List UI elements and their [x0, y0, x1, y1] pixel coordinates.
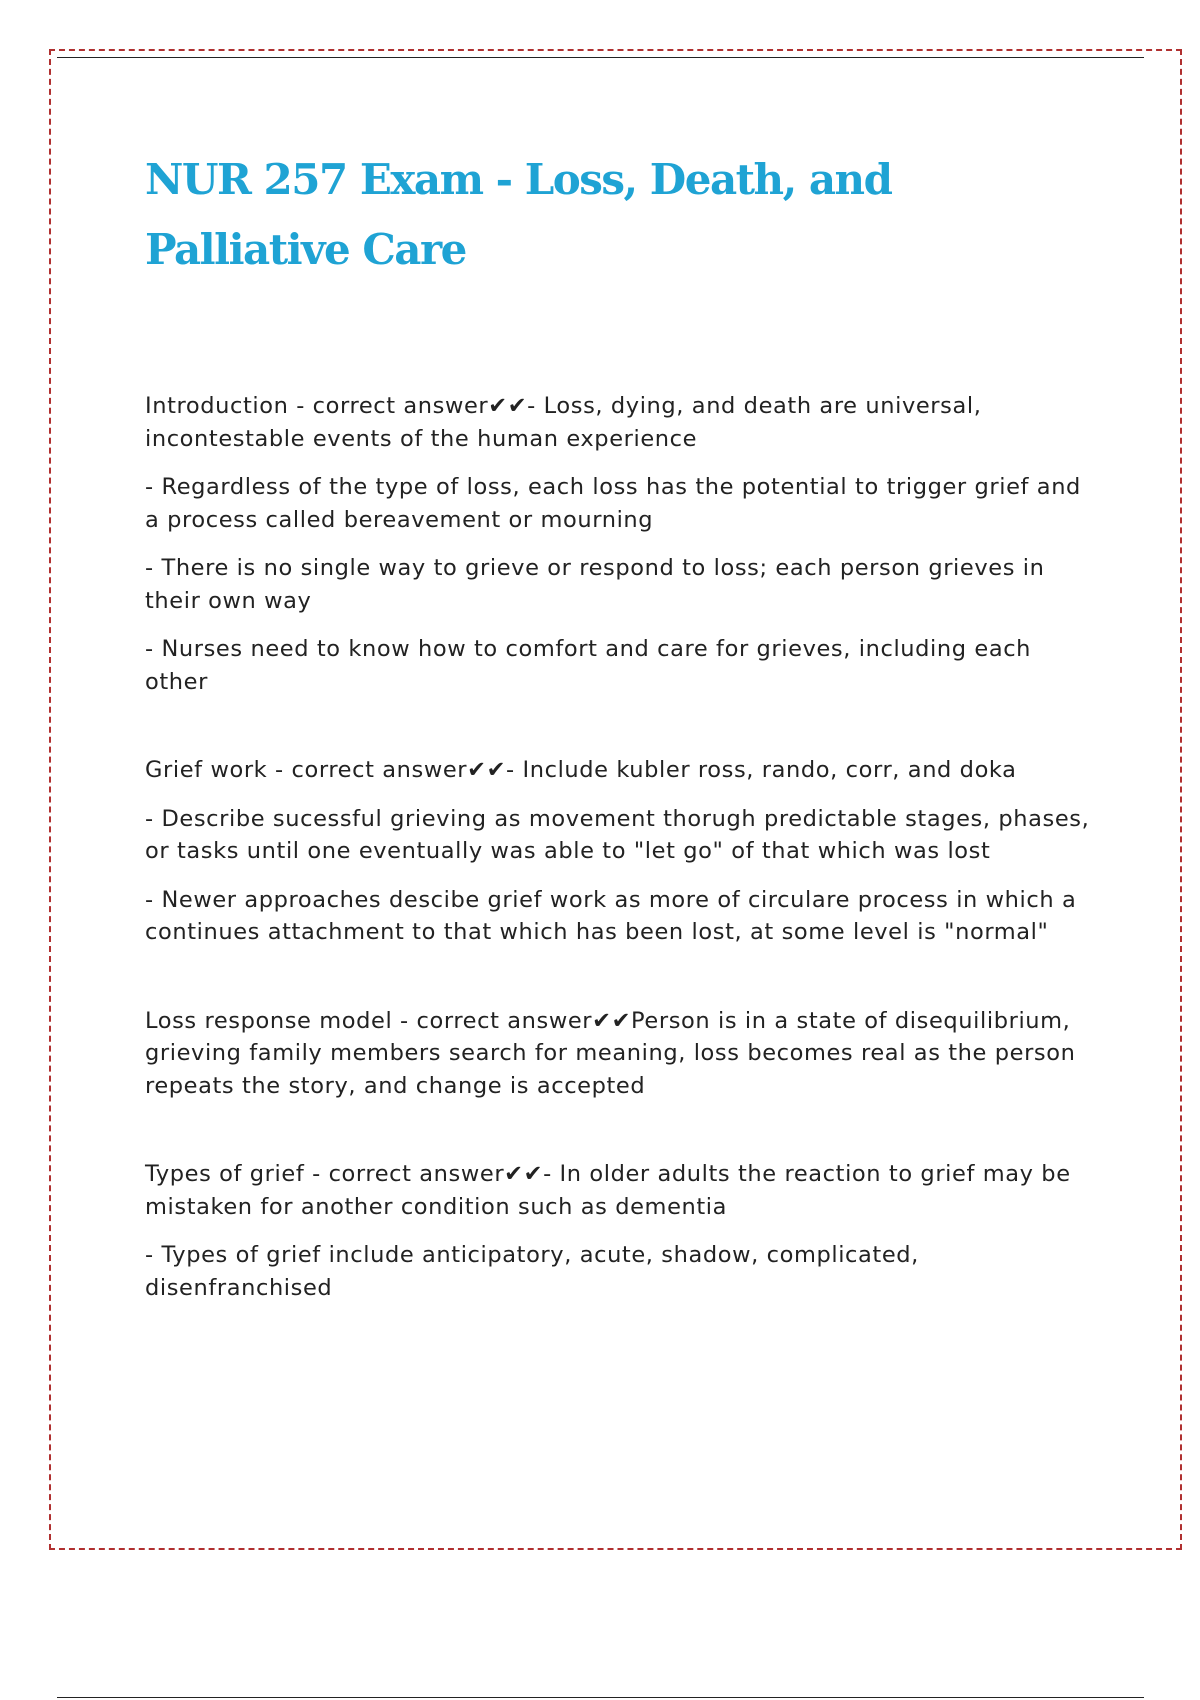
paragraph: Types of grief - correct answer✔✔- In older adults the reaction to grief may be mistaken for another condition such as dementia: [145, 1161, 1071, 1220]
bottom-rule: [57, 1697, 1144, 1698]
section-loss-response-model: [145, 1005, 1095, 1103]
section-types-of-grief: [145, 1158, 1095, 1304]
paragraph: - Nurses need to know how to comfort and care for grieves, including each other: [145, 636, 1032, 695]
paragraph: - Types of grief include anticipatory, acute, shadow, complicated, disenfranchised: [145, 1242, 919, 1301]
paragraph: - Describe sucessful grieving as movement thorugh predictable stages, phases, or tasks until one eventually was able to "let go" of that which was lost: [145, 805, 1090, 864]
top-rule: [57, 57, 1144, 58]
document-content: [145, 145, 1095, 1360]
paragraph: - There is no single way to grieve or respond to loss; each person grieves in their own way: [145, 555, 1045, 614]
paragraph: Introduction - correct answer✔✔- Loss, dying, and death are universal, incontestable events of the human experience: [145, 393, 982, 452]
paragraph: Loss response model - correct answer✔✔Person is in a state of disequilibrium, grieving family members search for meaning, loss becomes real as the person repeats the story, and change is accepted: [145, 1007, 1076, 1099]
paragraph: Grief work - correct answer✔✔- Include kubler ross, rando, corr, and doka: [145, 757, 1017, 783]
document-title: NUR 257 Exam - Loss, Death, and Palliative Care: [145, 155, 892, 274]
section-introduction: [145, 390, 1095, 698]
paragraph: - Newer approaches descibe grief work as more of circulare process in which a continues attachment to that which has been lost, at some level is "normal": [145, 886, 1077, 945]
paragraph: - Regardless of the type of loss, each loss has the potential to trigger grief and a process called bereavement or mourning: [145, 474, 1081, 533]
section-grief-work: [145, 754, 1095, 949]
sections: [145, 390, 1095, 1304]
